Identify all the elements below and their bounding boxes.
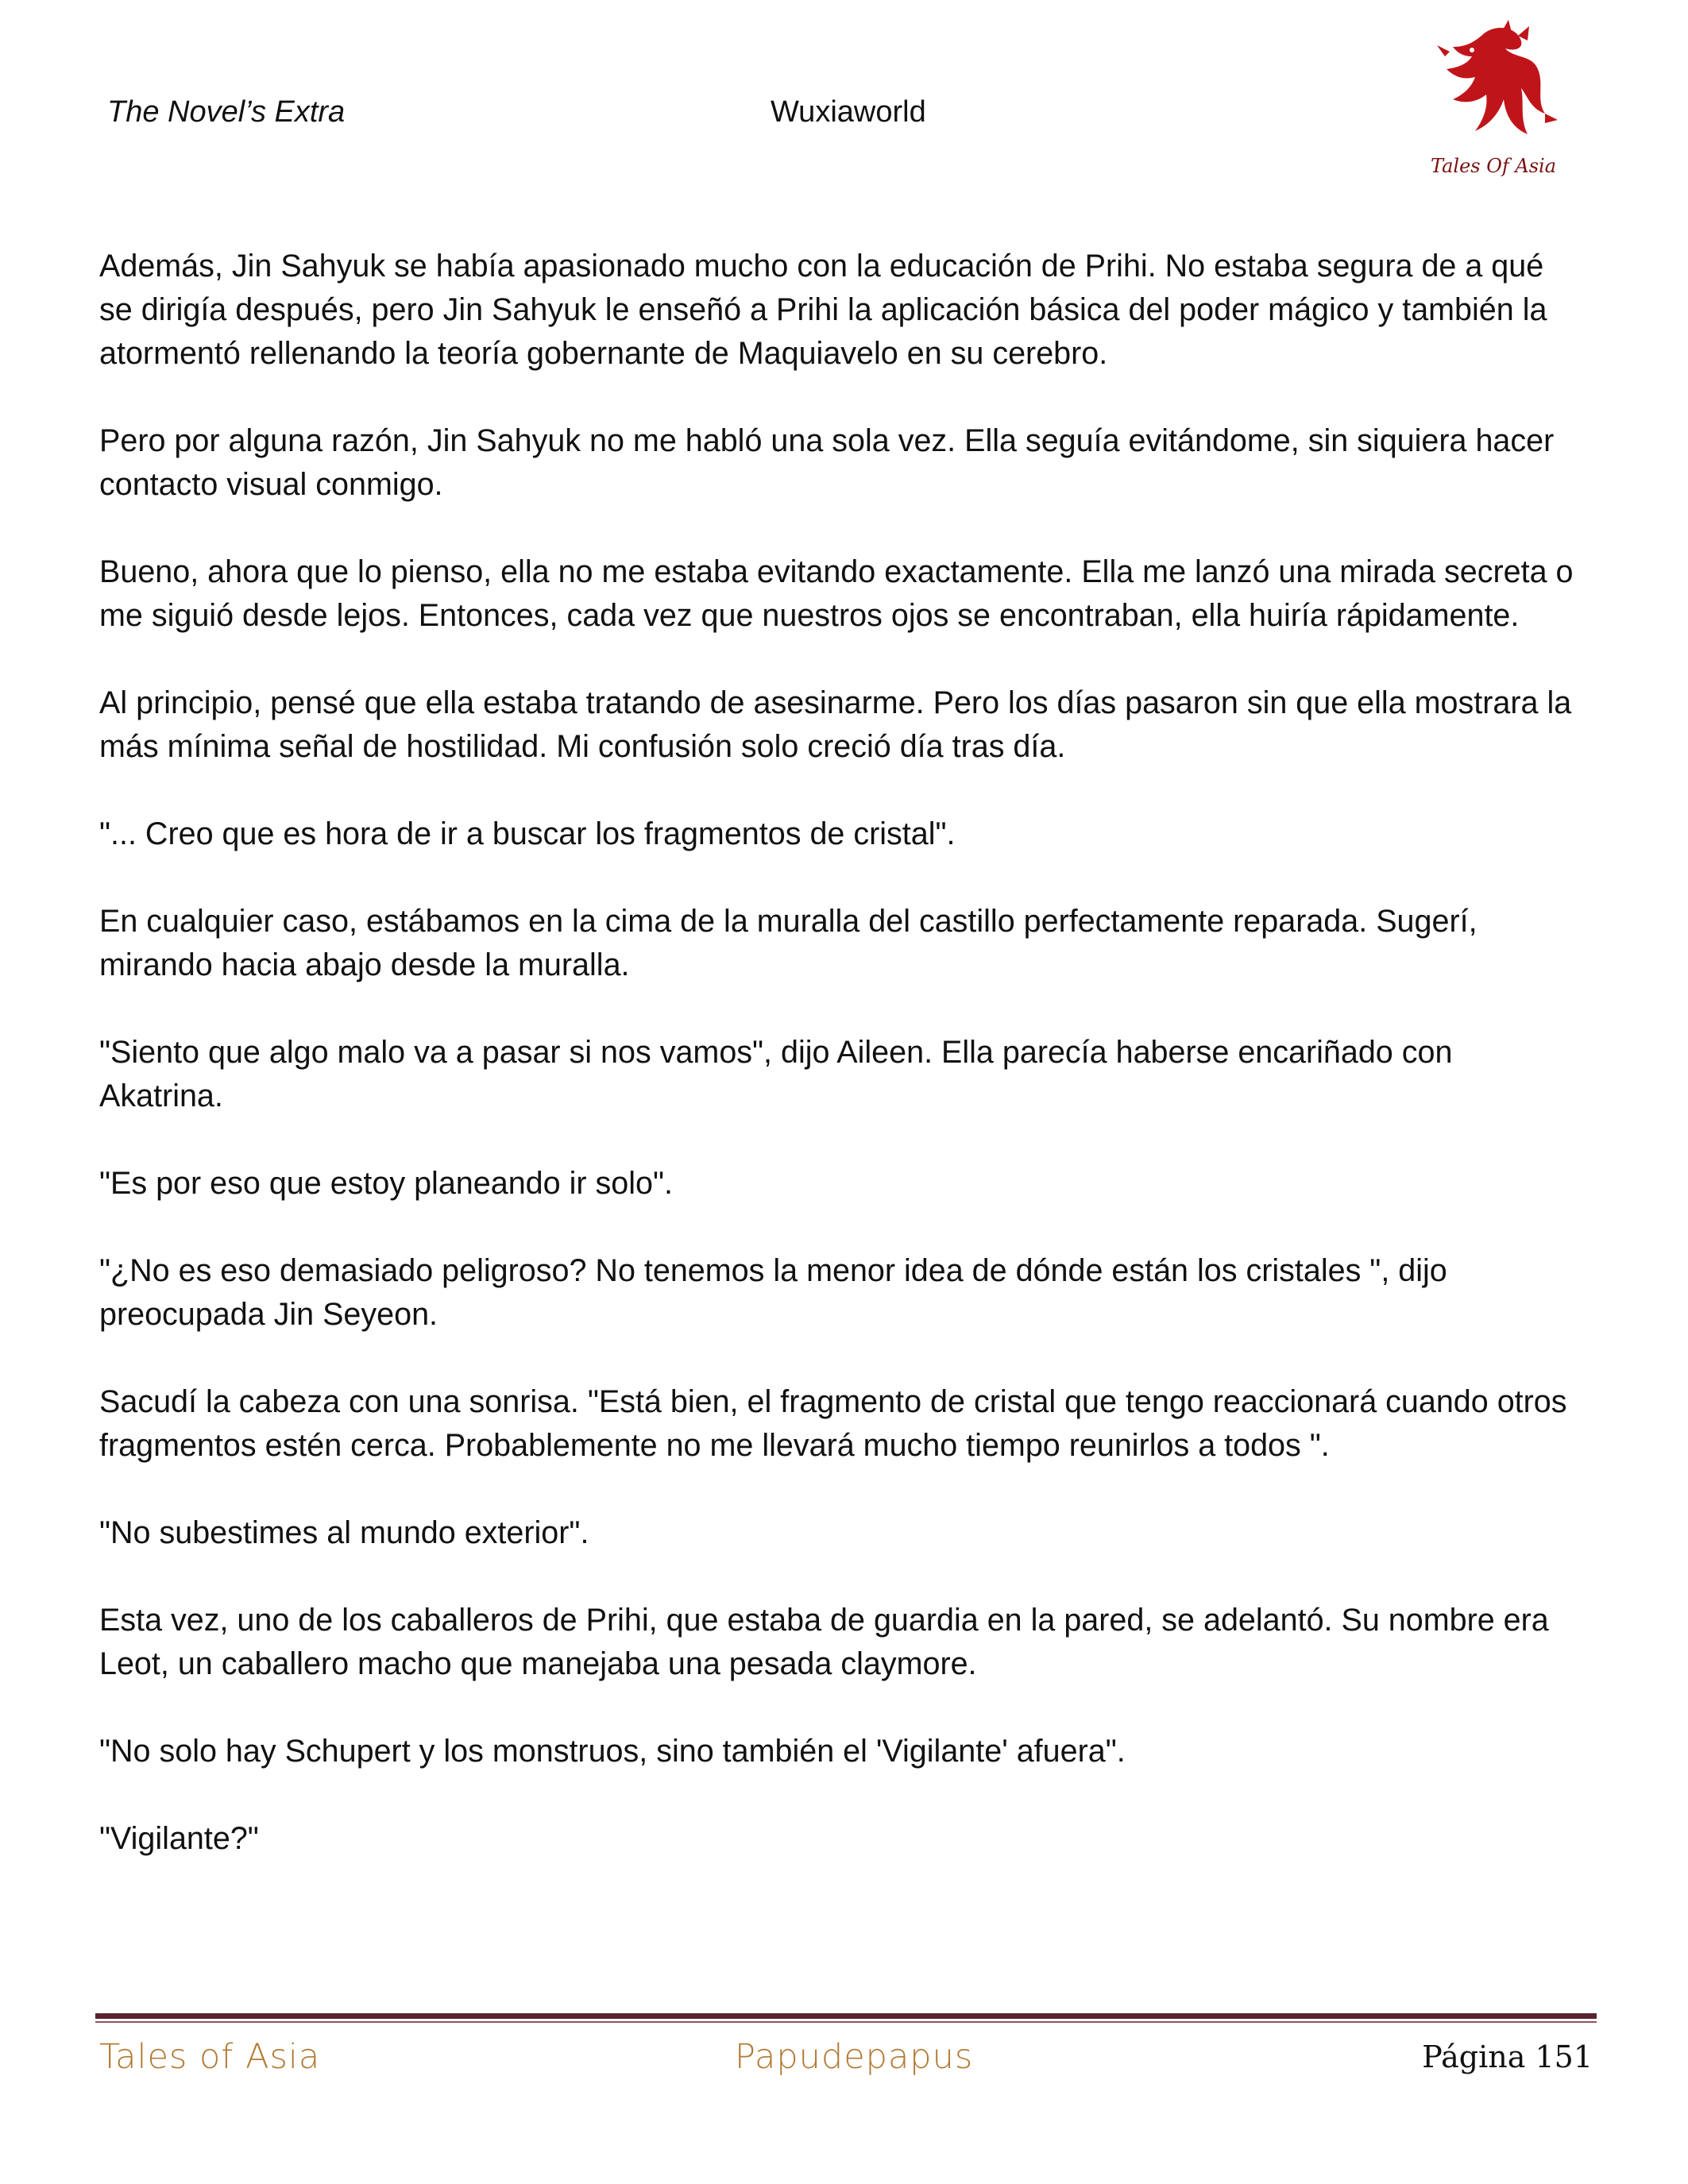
footer-divider-thin [95,2021,1597,2023]
paragraph: Sacudí la cabeza con una sonrisa. "Está bien, el fragmento de cristal que tengo reaccionará cuando otros fragmentos estén cerca. Probablemente no me llevará mucho tiempo reunirlos a todos ". [99,1384,1567,1463]
footer-divider [95,2013,1597,2019]
paragraph: "... Creo que es hora de ir a buscar los fragmentos de cristal". [99,816,956,851]
chapter-body [99,245,1577,1904]
footer-translator: Papudepapus [735,2037,974,2077]
paragraph: "Siento que algo malo va a pasar si nos vamos", dijo Aileen. Ella parecía haberse encariñado con Akatrina. [99,1035,1453,1113]
page-number: Página 151 [1422,2039,1593,2074]
paragraph: Además, Jin Sahyuk se había apasionado mucho con la educación de Prihi. No estaba segura de a qué se dirigía después, pero Jin Sahyuk le enseñó a Prihi la aplicación básica del poder mágico y también la atormentó rellenando la teoría gobernante de Maquiavelo en su cerebro. [99,249,1547,371]
red-dragon-icon [1426,20,1561,155]
paragraph: "No solo hay Schupert y los monstruos, sino también el 'Vigilante' afuera". [99,1734,1126,1769]
paragraph: "Vigilante?" [99,1821,259,1856]
footer-site-name: Tales of Asia [99,2037,321,2077]
logo-text: Tales Of Asia [1430,155,1557,177]
header-novel-title: The Novel’s Extra [107,95,346,129]
paragraph: Bueno, ahora que lo pienso, ella no me estaba evitando exactamente. Ella me lanzó una mirada secreta o me siguió desde lejos. Entonces, cada vez que nuestros ojos se encontraban, ella huiría rápidamente. [99,554,1574,633]
paragraph: "No subestimes al mundo exterior". [99,1515,589,1550]
paragraph: En cualquier caso, estábamos en la cima de la muralla del castillo perfectamente reparada. Sugerí, mirando hacia abajo desde la muralla. [99,904,1477,982]
paragraph: "Es por eso que estoy planeando ir solo". [99,1166,673,1201]
header-source: Wuxiaworld [771,95,926,129]
paragraph: "¿No es eso demasiado peligroso? No tenemos la menor idea de dónde están los cristales ", dijo preocupada Jin Seyeon. [99,1253,1447,1332]
paragraph: Pero por alguna razón, Jin Sahyuk no me habló una sola vez. Ella seguía evitándome, sin siquiera hacer contacto visual conmigo. [99,423,1555,502]
paragraph: Esta vez, uno de los caballeros de Prihi, que estaba de guardia en la pared, se adelantó. Su nombre era Leot, un caballero macho que manejaba una pesada claymore. [99,1603,1549,1681]
paragraph: Al principio, pensé que ella estaba tratando de asesinarme. Pero los días pasaron sin que ella mostrara la más mínima señal de hostilidad. Mi confusión solo creció día tras día. [99,685,1572,764]
tales-of-asia-logo [1426,20,1561,191]
